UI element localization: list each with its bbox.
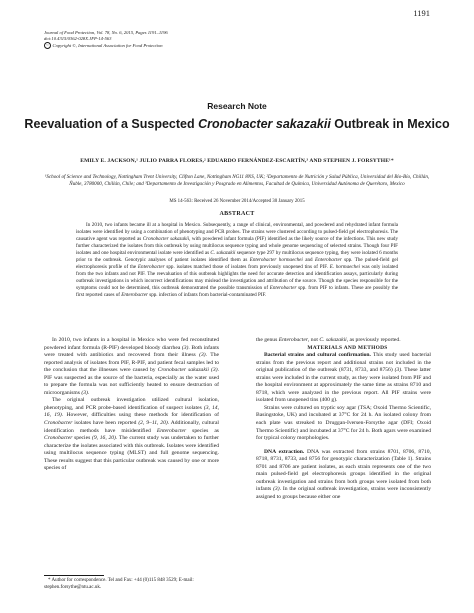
- copyright-icon: ©: [44, 42, 51, 49]
- body-column-left: [44, 337, 219, 473]
- dna-subheading: DNA extraction.: [264, 448, 305, 455]
- citation-link[interactable]: (9, 16, 20): [91, 435, 116, 442]
- citation-link[interactable]: (3): [199, 352, 206, 359]
- page-number: 1191: [413, 8, 430, 18]
- journal-metadata: [44, 30, 168, 49]
- intro-paragraph-1: In 2010, two infants in a hospital in Mexico who were fed reconstituted powdered infant formula (R-PIF) developed bloody diarrhea (3). Both infants were treated with antibiotics and recovered from their illness (3). The reported analysis of isolates from PIF, R-PIF, and patient fecal samples led to the conclusion that the illnesses were caused by Cronobacter sakazakii (3). PIF was suspected as the source of the bacteria, especially as the water used to prepare the formula was not sufficiently heated to ensure destruction of microorganisms (3).: [44, 337, 219, 396]
- article-title: [20, 117, 454, 133]
- citation-link[interactable]: (2, 9–11, 20): [138, 420, 168, 427]
- methods-dna-paragraph: DNA extraction. DNA was extracted from strains 8701, 8706, 8710, 8718, 8731, 8733, and 8756 for genotypic characterization (Table 1). Strains 8701 and 8706 are patient isolates, as each strain represents one of the two main pulsed-field gel electrophoresis groups identified in the original outbreak investigation and strains from both groups were isolated from both infants (3). In the original outbreak investigation, strains were inconsistently assigned to groups because either one: [256, 448, 431, 500]
- author-list: EMILY E. JACKSON,¹ JULIO PARRA FLORES,² EDUARDO FERNÁNDEZ-ESCARTÍN,³ AND STEPHEN J. FORSYTHE¹*: [80, 158, 394, 164]
- abstract-heading: ABSTRACT: [219, 211, 255, 217]
- citation-link[interactable]: (3): [81, 389, 88, 396]
- title-part-1: Reevaluation of a Suspected: [24, 117, 199, 131]
- copyright-line: [44, 42, 168, 49]
- manuscript-dates: MS 14-563: Received 26 November 2014/Accepted 30 January 2015: [169, 199, 305, 204]
- citation-link[interactable]: (3): [273, 486, 280, 493]
- title-part-2: Outbreak in Mexico: [330, 117, 450, 131]
- methods-growth-paragraph: Strains were cultured on tryptic soy agar (TSA; Oxoid Thermo Scientific, Basingstoke, UK) and incubated at 37°C for 24 h. An isolated colony from each plate was streaked to Druggan-Iversen-Forsythe agar (DFI; Oxoid Thermo Scientific) and incubated at 37°C for 24 h. Both agars were examined for typical colony morphologies.: [256, 404, 431, 442]
- citation-link[interactable]: (3): [394, 367, 402, 374]
- methods-heading: MATERIALS AND METHODS: [307, 344, 388, 351]
- citation-link[interactable]: (3): [181, 344, 189, 351]
- intro-paragraph-continued: the genus Enterobacter, not C. sakazakii, as previously reported.: [256, 337, 401, 343]
- copyright-text: Copyright ©, International Association for Food Protection: [52, 42, 163, 48]
- doi-line[interactable]: doi:10.4315/0362-028X.JFP-14-563: [44, 36, 112, 42]
- citation-link[interactable]: (3, 14, 16, 19): [44, 404, 220, 419]
- intro-paragraph-2: The original outbreak investigation utilized cultural isolation, phenotyping, and PCR probe-based identification of suspect isolates (3, 14, 16, 19). However, difficulties using these methods for identification of Cronobacter isolates have been reported (2, 9–11, 20). Additionally, cultural identification methods have misidentified Enterobacter species as Cronobacter species (9, 16, 20). The current study was undertaken to further characterize the isolates associated with this outbreak. Isolates were identified using multilocus sequence typing (MLST) and full genome sequencing. These results suggest that this particular outbreak was caused by one or more species of: [44, 397, 220, 472]
- footnote-divider: [44, 575, 104, 576]
- abstract-body: In 2010, two infants became ill at a hospital in Mexico. Subsequently, a range of clinical, environmental, and powdered and rehydrated infant formula isolates were identified by using a combination of phenotyping and PCR probes. The strains were clustered according to pulsed-field gel electrophoresis. The causative agent was reported as Cronobacter sakazakii, with powdered infant formula (PIF) identified as the likely source of the infections. This new study further characterized the isolates from this outbreak by using multilocus sequence typing and whole genome sequencing of selected strains. Though four PIF isolates and one hospital environmental isolate were identified as C. sakazakii sequence type 297 by multilocus sequence typing, they were isolated 6 months prior to the outbreak. Genotypic analyses of patient isolates identified them as Enterobacter hormaechei and Enterobacter spp. The pulsed-field gel electrophoresis profile of the Enterobacter spp. isolates matched those of isolates from previously unopened tins of PIF. E. hormaechei was only isolated from the two infants and not PIF. The reevaluation of this outbreak highlights the need for accurate detection and identification assays, particularly during outbreak investigations in which incorrect identifications may mislead the investigation and attribution of the source. Though the species responsible for the symptoms could not be determined, this outbreak demonstrated the possible transmission of Enterobacter spp. from PIF to infants. These are possibly the first reported cases of Enterobacter spp. infection of infants from bacterial-contaminated PIF.: [76, 222, 399, 298]
- correspondence-footnote: * Author for correspondence. Tel and Fax: +44 (0)115 848 3529; E-mail: stephen.forsythe@ntu.ac.uk.: [44, 578, 194, 590]
- citation-link[interactable]: (3): [211, 367, 218, 374]
- section-type-label: Research Note: [207, 101, 267, 111]
- strains-subheading: Bacterial strains and cultural confirmation.: [264, 352, 371, 359]
- body-column-right: [256, 337, 431, 501]
- journal-citation: Journal of Food Protection, Vol. 78, No. 6, 2015, Pages 1191–1196: [44, 30, 168, 35]
- methods-strains-paragraph: Bacterial strains and cultural confirmation. This study used bacterial strains from the previous report and additional strains not included in the original publication of the outbreak (8731, 8733, and 8756) (3). These latter strains were included in the current study, as they were isolated from PIF and the hospital environment at approximately the same time as strains 8710 and 8718, which were analyzed in the previous report. All PIF strains were isolated from unopened tins (400 g).: [256, 352, 431, 404]
- title-species: Cronobacter sakazakii: [198, 117, 331, 131]
- author-affiliations: ¹School of Science and Technology, Nottingham Trent University, Clifton Lane, Nottingham NG11 8NS, UK; ²Departamento de Nutrición y Salud Pública, Universidad del Bío-Bío, Chillán, Ñuble, 3780000, Chillán, Chile; and ³Departamento de Investigación y Posgrado en Alimentos, Facultad de Química, Universidad Autónoma de Querétaro, Mexico: [44, 174, 430, 187]
